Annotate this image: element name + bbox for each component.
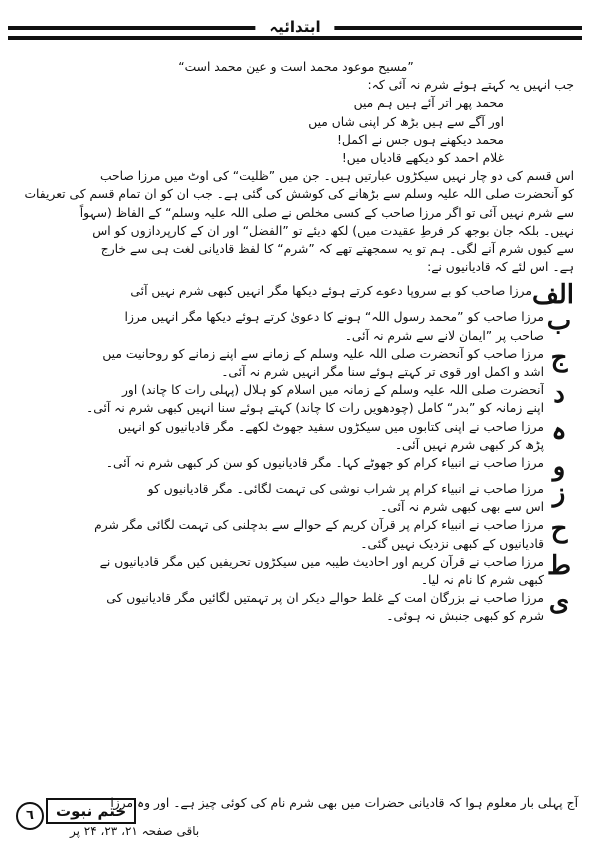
paragraph-line: سے شرم نہیں آئی تو اگر مرزا صاحب کے کسی مخلص نے صلی اللہ علیہ وسلم“ کے الفاظ (سہواً (79, 205, 574, 220)
item-letter: ج (550, 342, 568, 373)
item-letter: ی (548, 587, 570, 618)
item-letter: ب (546, 306, 572, 337)
poem-line: محمد پھر اتر آئے ہیں ہم میں (353, 96, 504, 111)
item-text: مرزا صاحب کو آنحضرت صلی اللہ علیہ وسلم کے زمانے سے اپنے زمانے کو روحانیت میں (102, 346, 544, 361)
item-letter: ح (550, 514, 568, 545)
list-item (18, 589, 574, 625)
header-band (8, 16, 582, 48)
paragraph-line: کو آنحضرت صلی اللہ علیہ وسلم سے بڑھانے کی کوشش کی گئی ہے۔ جب ان کو ان تمام قسم کی تعریفات (24, 187, 574, 202)
list-item (18, 550, 574, 589)
item-letter: و (552, 452, 566, 483)
paragraph-line: سے کیوں شرم آنے لگی۔ ہم تو یہ سمجھتے تھے کہ ”شرم“ کا لفظ قادیانی لغت ہی سے خارج (100, 242, 574, 257)
section-title: ابتدائیہ (255, 18, 334, 36)
poem-line: محمد دیکھنے ہوں جس نے اکمل! (336, 132, 504, 147)
item-text: پڑھ کر کبھی شرم نہیں آئی۔ (394, 437, 544, 452)
item-letter: ہ (551, 415, 567, 446)
item-text: قادیانیوں کے کبھی نزدیک نہیں گئی۔ (360, 536, 544, 551)
item-text: شرم کو کبھی جنبش نہ ہوئی۔ (386, 609, 544, 624)
item-text: مرزا صاحب کو ”محمد رسول اللہ“ ہونے کا دعویٰ کرتے ہوئے دیکھا مگر انہیں مرزا (124, 310, 544, 325)
page-number: ٦ (16, 802, 44, 830)
list-item (18, 308, 574, 344)
item-text: مرزا صاحب کو بے سروپا دعوے کرتے ہوئے دیکھا مگر انہیں کبھی شرم نہیں آئی (130, 284, 532, 299)
list-item (18, 415, 574, 454)
item-text: صاحب پر ”ایمان لانے سے شرم نہ آئی۔ (344, 328, 544, 343)
item-text: مرزا صاحب نے انبیاء کرام کو جھوٹے کہا۔ مگر قادیانیوں کو سن کر کبھی شرم نہ آئی۔ (105, 456, 544, 471)
item-letter: ط (546, 550, 572, 581)
item-text: مرزا صاحب نے انبیاء کرام پر شراب نوشی کی تہمت لگائی۔ مگر قادیانیوں کو (147, 482, 544, 497)
item-text: مرزا صاحب نے بزرگان امت کے غلط حوالے دیکر ان پر تہمتیں لگائیں مگر قادیانیوں کی (106, 591, 544, 606)
item-text: کبھی شرم کا نام نہ لیا۔ (420, 573, 544, 588)
closing-line: آج پہلی بار معلوم ہوا کہ قادیانی حضرات میں بھی شرم نام کی کوئی چیز ہے۔ اور وہ مرزا (110, 796, 578, 810)
opening-quote: ”مسیح موعود محمد است و عین محمد است“ (178, 60, 414, 74)
list-item (18, 280, 574, 311)
paragraph-line: اس قسم کی دو چار نہیں سیکڑوں عبارتیں ہیں۔ جن میں ”ظلیت“ کی اوٹ میں مرزا صاحب (99, 169, 574, 184)
item-text: مرزا صاحب نے اپنی کتابوں میں سیکڑوں سفید جھوٹ لکھے۔ مگر قادیانیوں کو انہیں (118, 419, 544, 434)
item-text: اشد و اکمل اور قوی تر کہتے ہوئے سنا مگر انہیں شرم نہ آئی۔ (221, 365, 544, 380)
continued-note: باقی صفحہ ۲۱، ۲۳، ۲۴ پر (70, 824, 200, 838)
list-item (18, 480, 574, 516)
paragraph-line: ہے۔ اس لئے کہ قادیانیوں نے: (427, 260, 574, 275)
item-letter: الف (531, 280, 574, 311)
paragraph-line: نہیں۔ بلکہ جان بوجھ کر فرطِ عقیدت میں) لکھ دیئے تو ”الفضل“ اور ان کے کارپردازوں کو اس (92, 223, 574, 238)
item-text: مرزا صاحب نے انبیاء کرام پر قرآن کریم کے حوالے سے بدچلنی کی تہمت لگائی مگر شرم (94, 518, 544, 533)
item-text: آنحضرت صلی اللہ علیہ وسلم کے زمانہ میں اسلام کو ہلال (پہلی رات کا چاند) اور (121, 383, 544, 398)
list-item (18, 381, 574, 417)
item-letter: ز (552, 478, 566, 509)
item-text: اپنے زمانہ کو ”بدر“ کامل (چودھویں رات کا چاند) کہتے ہوئے سنا انہیں کبھی شرم نہ آئی۔ (85, 401, 544, 416)
poem-line: اور آگے سے ہیں بڑھ کر اپنی شاں میں (308, 114, 504, 129)
item-text: اس سے بھی کبھی شرم نہ آئی۔ (380, 500, 544, 515)
list-item (18, 516, 574, 552)
list-item (18, 342, 574, 381)
list-item (18, 452, 574, 483)
item-letter: د (553, 379, 565, 410)
poem-line: غلام احمد کو دیکھے قادیاں میں! (341, 151, 504, 166)
article-body (18, 58, 574, 626)
header-rule-bottom (8, 36, 582, 40)
item-text: مرزا صاحب نے قرآن کریم اور احادیث طیبہ میں سیکڑوں تحریفیں کیں مگر قادیانیوں نے (99, 554, 544, 569)
masthead-logo: ختم نبوت (46, 798, 136, 824)
lead-line: جب انہیں یہ کہتے ہوئے شرم نہ آئی کہ: (367, 78, 574, 93)
